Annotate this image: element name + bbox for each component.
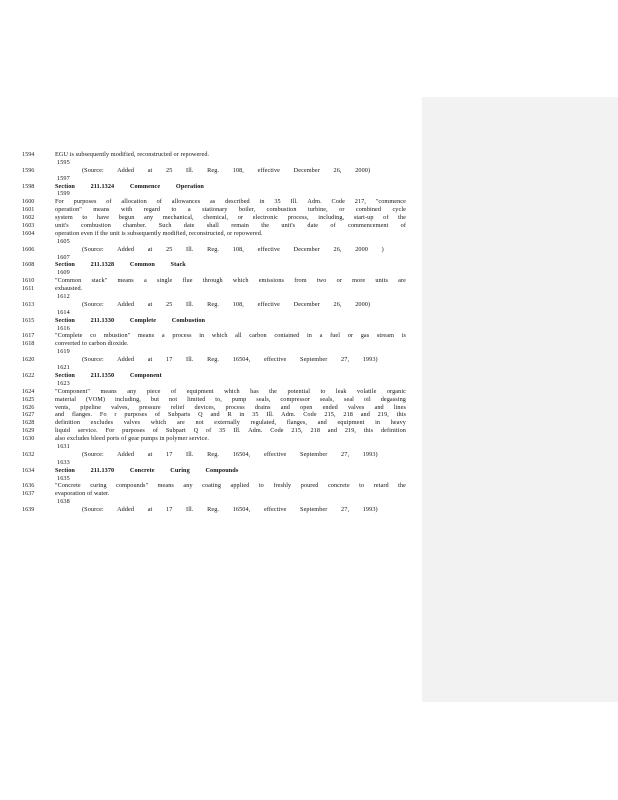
line-number xyxy=(22,238,55,246)
document-line xyxy=(22,269,412,277)
document-line xyxy=(22,206,412,214)
document-line xyxy=(22,498,412,506)
line-number: 1615 xyxy=(22,316,35,324)
document-line xyxy=(22,396,412,404)
document-line xyxy=(22,222,412,230)
document-line xyxy=(22,246,412,254)
line-number: 1627 xyxy=(22,411,35,419)
line-number: 1602 xyxy=(22,214,35,222)
comment-markup-pane xyxy=(422,97,618,702)
line-number: 1639 xyxy=(22,506,35,514)
line-number: 1618 xyxy=(22,340,35,348)
line-text: vents, pipeline valves, pressure relief devices, process drains and open ended valves and lines xyxy=(55,403,406,411)
line-number: 1628 xyxy=(22,419,35,427)
line-text: 1595 xyxy=(57,158,70,166)
document-line xyxy=(22,183,412,191)
line-number xyxy=(22,159,55,167)
line-text: definition excludes valves which are not externally regulated, flanges, and equipment in heavy xyxy=(55,419,406,427)
line-number xyxy=(22,293,55,301)
line-number xyxy=(22,254,55,262)
document-line xyxy=(22,451,412,459)
line-number: 1596 xyxy=(22,166,35,174)
line-number: 1611 xyxy=(22,285,35,293)
line-text: converted to carbon dioxide. xyxy=(55,340,129,348)
document-page-body xyxy=(22,151,412,514)
document-line xyxy=(22,230,412,238)
section-heading: Section 211.1328 Common Stack xyxy=(55,261,186,269)
line-text: exhausted. xyxy=(55,285,83,293)
document-line xyxy=(22,167,412,175)
line-number: 1604 xyxy=(22,229,35,237)
line-text: 1607 xyxy=(57,253,70,261)
document-line xyxy=(22,372,412,380)
line-text: 1619 xyxy=(57,348,70,356)
document-line xyxy=(22,364,412,372)
section-heading: Section 211.1324 Commence Operation xyxy=(55,182,204,190)
source-note: (Source: Added at 17 Ill. Reg. 16504, effective September 27, 1993) xyxy=(82,356,378,364)
document-line xyxy=(22,190,412,198)
line-text: 1633 xyxy=(57,458,70,466)
line-number xyxy=(22,325,55,333)
line-number xyxy=(22,309,55,317)
document-line xyxy=(22,261,412,269)
source-note: (Source: Added at 25 Ill. Reg. 108, effective December 26, 2000) xyxy=(82,166,371,174)
document-line xyxy=(22,254,412,262)
document-line xyxy=(22,411,412,419)
document-line xyxy=(22,356,412,364)
document-line xyxy=(22,332,412,340)
line-number xyxy=(22,459,55,467)
line-number: 1600 xyxy=(22,198,35,206)
line-text: EGU is subsequently modified, reconstructed or repowered. xyxy=(55,151,210,158)
document-line xyxy=(22,325,412,333)
line-number: 1632 xyxy=(22,450,35,458)
section-heading: Section 211.1350 Component xyxy=(55,371,162,379)
line-number: 1630 xyxy=(22,435,35,443)
line-text: 1635 xyxy=(57,474,70,482)
line-text: 1605 xyxy=(57,237,70,245)
line-text: For purposes of allocation of allowances as described in 35 Ill. Adm. Code 217, "commence xyxy=(55,198,406,206)
document-line xyxy=(22,459,412,467)
line-number: 1603 xyxy=(22,222,35,230)
source-note: (Source: Added at 17 Ill. Reg. 16504, effective September 27, 1993) xyxy=(82,506,378,514)
document-line xyxy=(22,198,412,206)
document-line xyxy=(22,293,412,301)
line-number xyxy=(22,190,55,198)
source-note: (Source: Added at 25 Ill. Reg. 108, effective December 26, 2000) xyxy=(82,300,371,308)
line-number xyxy=(22,443,55,451)
document-line xyxy=(22,214,412,222)
document-line xyxy=(22,159,412,167)
line-text: "Common stack" means a single flue through which emissions from two or more units are xyxy=(55,277,406,285)
line-number: 1625 xyxy=(22,395,35,403)
document-line xyxy=(22,380,412,388)
line-text: "Complete co mbustion" means a process in which all carbon contained in a fuel or gas stream is xyxy=(55,332,406,340)
line-text: operation" means with regard to a stationary boiler, combustion turbine, or combined cycle xyxy=(55,206,406,214)
line-number: 1636 xyxy=(22,482,35,490)
line-number xyxy=(22,498,55,506)
document-line xyxy=(22,175,412,183)
line-text: unit's combustion chamber. Such date shall remain the unit's date of commencement of xyxy=(55,222,406,230)
line-number: 1613 xyxy=(22,300,35,308)
document-line xyxy=(22,340,412,348)
line-number xyxy=(22,175,55,183)
line-number: 1624 xyxy=(22,387,35,395)
section-heading: Section 211.1370 Concrete Curing Compounds xyxy=(55,466,239,474)
line-text: 1621 xyxy=(57,364,70,372)
line-text: 1612 xyxy=(57,293,70,301)
document-line xyxy=(22,277,412,285)
document-line xyxy=(22,301,412,309)
line-number: 1610 xyxy=(22,277,35,285)
line-text: also excludes bleed ports of gear pumps in polymer service. xyxy=(55,435,210,443)
document-line xyxy=(22,467,412,475)
section-heading: Section 211.1330 Complete Combustion xyxy=(55,316,206,324)
line-text: liquid service. For purposes of Subpart Q of 35 Ill. Adm. Code 215, 218 and 219, this definition xyxy=(55,427,406,435)
line-text: "Component" means any piece of equipment which has the potential to leak volatile organic xyxy=(55,387,406,395)
line-number xyxy=(22,364,55,372)
line-number: 1598 xyxy=(22,182,35,190)
line-text: material (VOM) including, but not limited to, pump seals, compressor seals, seal oil degassing xyxy=(55,395,406,403)
line-text: system to have begun any mechanical, chemical, or electronic process, including, start-up of the xyxy=(55,214,406,222)
line-number xyxy=(22,348,55,356)
line-number xyxy=(22,380,55,388)
line-text: 1609 xyxy=(57,269,70,277)
line-number: 1606 xyxy=(22,245,35,253)
document-line xyxy=(22,238,412,246)
line-number: 1601 xyxy=(22,206,35,214)
line-number: 1626 xyxy=(22,403,35,411)
line-number: 1608 xyxy=(22,261,35,269)
document-line xyxy=(22,388,412,396)
line-text: and flanges. Fo r purposes of Subparts Q and R in 35 Ill. Adm. Code 215, 218 and 219, this xyxy=(55,411,406,419)
line-text: 1623 xyxy=(57,379,70,387)
line-number: 1629 xyxy=(22,427,35,435)
document-line xyxy=(22,490,412,498)
document-line xyxy=(22,151,412,159)
document-line xyxy=(22,285,412,293)
line-text: 1631 xyxy=(57,442,70,450)
line-number xyxy=(22,475,55,483)
line-text: 1597 xyxy=(57,174,70,182)
line-text: "Concrete curing compounds" means any coating applied to freshly poured concrete to retard the xyxy=(55,482,406,490)
line-number: 1634 xyxy=(22,466,35,474)
document-line xyxy=(22,475,412,483)
document-line xyxy=(22,506,412,514)
line-text: 1599 xyxy=(57,190,70,198)
document-line xyxy=(22,309,412,317)
source-note: (Source: Added at 25 Ill. Reg. 108, effective December 26, 2000 ) xyxy=(82,245,384,253)
line-number: 1637 xyxy=(22,490,35,498)
document-line xyxy=(22,317,412,325)
line-text: 1638 xyxy=(57,498,70,506)
line-text: operation even if the unit is subsequently modified, reconstructed, or repowered. xyxy=(55,229,263,237)
line-text: evaporation of water. xyxy=(55,490,110,498)
document-line xyxy=(22,427,412,435)
document-line xyxy=(22,435,412,443)
document-line xyxy=(22,419,412,427)
document-line xyxy=(22,482,412,490)
line-text: 1616 xyxy=(57,324,70,332)
document-line xyxy=(22,404,412,412)
line-number: 1594 xyxy=(22,151,35,158)
line-number: 1617 xyxy=(22,332,35,340)
line-number: 1620 xyxy=(22,356,35,364)
line-number xyxy=(22,269,55,277)
document-line xyxy=(22,348,412,356)
source-note: (Source: Added at 17 Ill. Reg. 16504, effective September 27, 1993) xyxy=(82,450,378,458)
document-line xyxy=(22,443,412,451)
line-text: 1614 xyxy=(57,308,70,316)
line-number: 1622 xyxy=(22,371,35,379)
